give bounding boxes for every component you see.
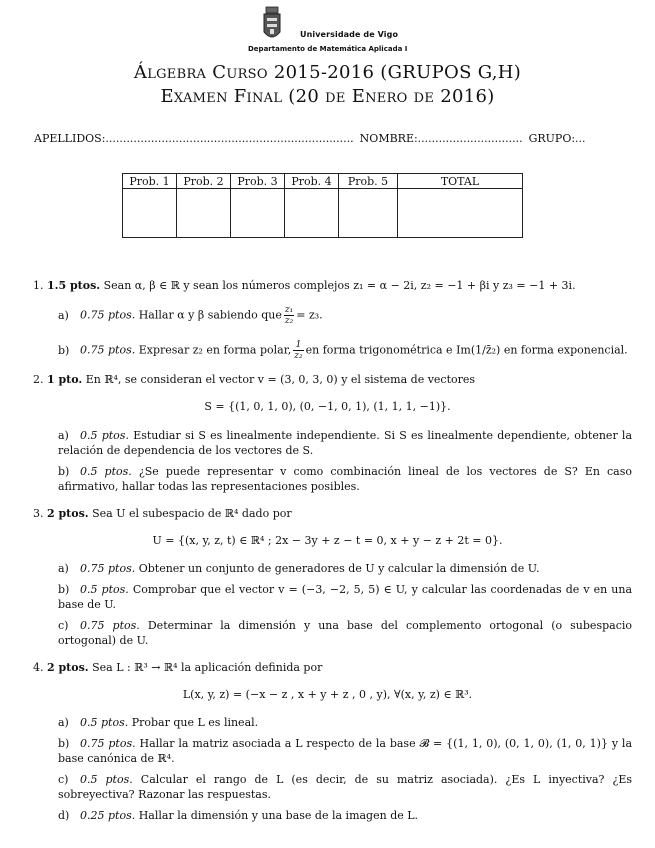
university-name: Universidade de Vigo [300,30,399,39]
problem-4a: a) 0.5 ptos. Probar que L es lineal. [58,716,259,729]
nombre-field[interactable]: NOMBRE:.............................. [359,132,523,145]
problem-3: 3. 2 ptos. Sea U el subespacio de ℝ⁴ dado por [33,507,292,520]
university-crest-icon [262,6,282,44]
fraction: $\frac{\text{z₁}}{\text{z₂}}$ [284,305,294,326]
problem-3-equation: U = {(x, y, z, t) ∈ ℝ⁴ ; 2x − 3y + z − t = 0, x + y − z + 2t = 0}. [152,534,503,547]
score-cell[interactable] [177,189,231,238]
score-header: Prob. 3 [231,174,285,189]
exam-title: Álgebra Curso 2015-2016 (GRUPOS G,H) [133,62,522,83]
problem-3b: b) 0.5 ptos. Comprobar que el vector v = (−3, −2, 5, 5) ∈ U, y calcular las coordenadas de v en una base de U. [58,583,633,611]
fraction: $\frac{1}{\text{z₂}}$ [294,340,303,361]
problem-3a: a) 0.75 ptos. Obtener un conjunto de generadores de U y calcular la dimensión de U. [58,562,540,575]
score-header: Prob. 2 [177,174,231,189]
problem-1: 1. 1.5 ptos. Sean α, β ∈ ℝ y sean los números complejos z₁ = α − 2i, z₂ = −1 + βi y z₃ = −1 + 3i. [33,279,576,292]
problem-2-equation: S = {(1, 0, 1, 0), (0, −1, 0, 1), (1, 1, 1, −1)}. [204,400,451,413]
problem-1a: a) 0.75 ptos. Hallar α y β sabiendo que $\frac{\text{z₁}}{\text{z₂}}$ = z₃. [58,305,323,326]
problem-4d: d) 0.25 ptos. Hallar la dimensión y una base de la imagen de L. [58,809,419,822]
problem-1b: b) 0.75 ptos. Expresar z₂ en forma polar, $\frac{1}{\text{z₂}}$ en forma trigonométrica e Im(1/z̄₂) en forma exponencial. [58,340,628,361]
problem-2: 2. 1 pto. En ℝ⁴, se consideran el vector v = (3, 0, 3, 0) y el sistema de vectores [33,373,476,386]
problem-2a: a) 0.5 ptos. Estudiar si S es linealmente independiente. Si S es linealmente dependiente, obtener la relación de dependencia de los vectores de S. [58,429,633,457]
score-header: Prob. 1 [123,174,177,189]
score-cell[interactable] [231,189,285,238]
score-cell[interactable] [398,189,523,238]
score-header: Prob. 5 [339,174,398,189]
score-header: Prob. 4 [285,174,339,189]
problem-3c: c) 0.75 ptos. Determinar la dimensión y una base del complemento ortogonal (o subespacio ortogonal) de U. [58,619,632,647]
exam-subtitle: Examen Final (20 de Enero de 2016) [160,86,495,107]
apellidos-field[interactable]: APELLIDOS:....................................................................... [34,132,354,145]
grupo-field[interactable]: GRUPO:... [528,132,586,145]
department-name: Departamento de Matemática Aplicada I [248,45,408,53]
problem-4c: c) 0.5 ptos. Calcular el rango de L (es decir, de su matriz asociada). ¿Es L inyectiva? ¿Es sobreyectiva? Razonar las respuestas. [58,773,633,801]
score-table [122,173,523,238]
problem-2b: b) 0.5 ptos. ¿Se puede representar v como combinación lineal de los vectores de S? En caso afirmativo, hallar todas las representaciones posibles. [58,465,633,493]
score-cell[interactable] [339,189,398,238]
problem-4: 4. 2 ptos. Sea L : ℝ³ → ℝ⁴ la aplicación definida por [33,661,323,674]
student-info-line [34,132,586,145]
score-cell[interactable] [123,189,177,238]
problem-4-equation: L(x, y, z) = (−x − z , x + y + z , 0 , y), ∀(x, y, z) ∈ ℝ³. [182,688,473,701]
score-cell[interactable] [285,189,339,238]
header [0,4,655,56]
problem-4b: b) 0.75 ptos. Hallar la matriz asociada a L respecto de la base 𝓑 = {(1, 1, 0), (0, 1, 0), (1, 0, 1)} y la base canónica de ℝ⁴. [58,737,632,765]
score-header: TOTAL [398,174,523,189]
